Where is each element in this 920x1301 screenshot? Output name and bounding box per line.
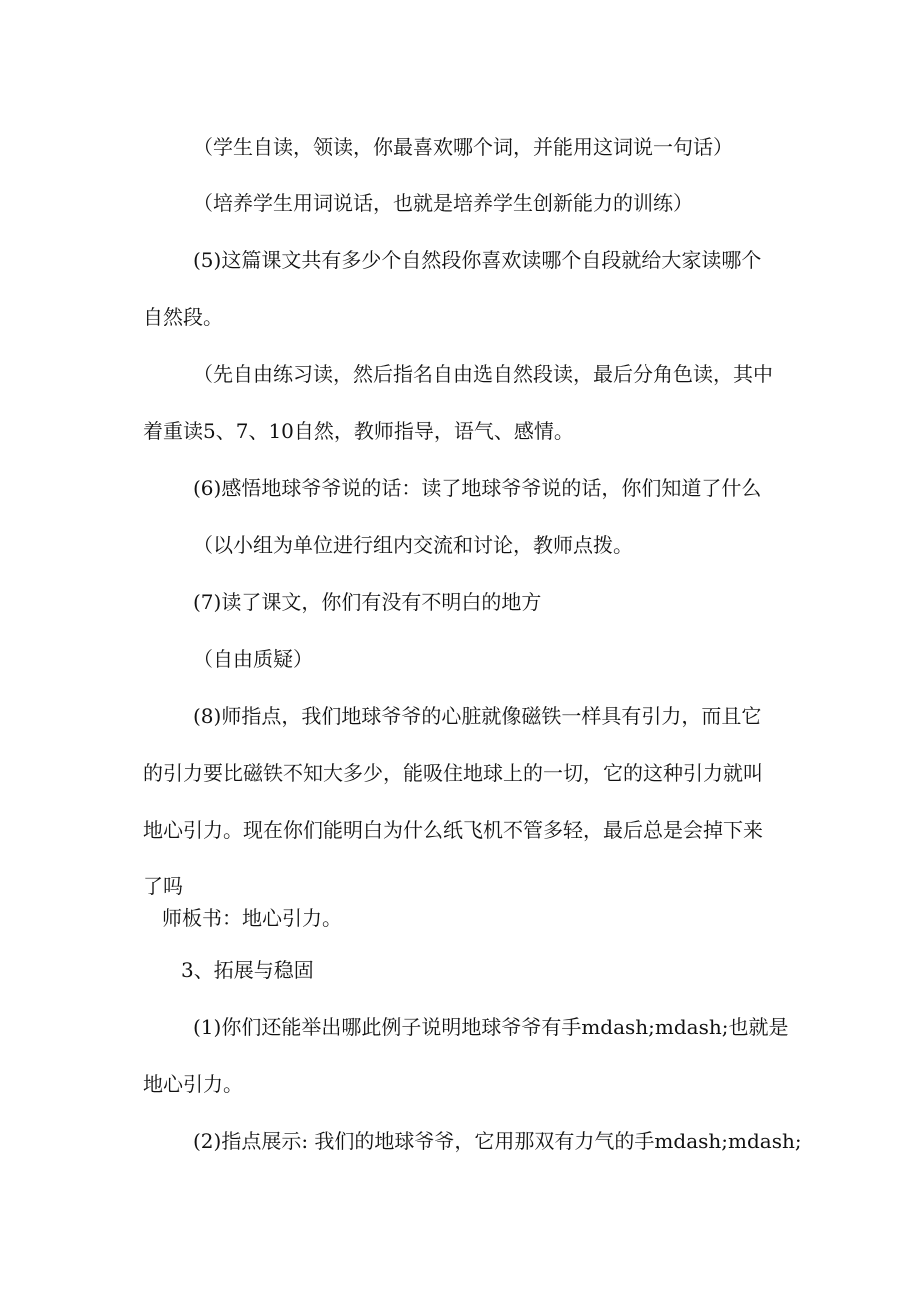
text-line-7: (6)感悟地球爷爷说的话：读了地球爷爷说的话，你们知道了什么 bbox=[193, 476, 762, 500]
text-line-3: (5)这篇课文共有多少个自然段你喜欢读哪个自段就给大家读哪个 bbox=[193, 248, 762, 272]
text-line-19: (2)指点展示: 我们的地球爷爷，它用那双有力气的手mdash;mdash; bbox=[193, 1129, 802, 1153]
text-line-14: 了吗 bbox=[143, 874, 183, 898]
text-line-12: 的引力要比磁铁不知大多少，能吸住地球上的一切，它的这种引力就叫 bbox=[143, 761, 763, 785]
text-line-15: 师板书：地心引力。 bbox=[162, 906, 342, 930]
text-line-10: （自由质疑） bbox=[193, 647, 313, 671]
text-line-2: （培养学生用词说话，也就是培养学生创新能力的训练） bbox=[193, 191, 693, 215]
text-line-16: 3、拓展与稳固 bbox=[181, 958, 314, 982]
text-line-6: 着重读5、7、10自然，教师指导，语气、感情。 bbox=[143, 419, 574, 443]
text-line-4: 自然段。 bbox=[143, 305, 223, 329]
text-line-18: 地心引力。 bbox=[143, 1072, 243, 1096]
text-line-5: （先自由练习读，然后指名自由选自然段读，最后分角色读，其中 bbox=[193, 362, 773, 386]
text-line-1: （学生自读，领读，你最喜欢哪个词，并能用这词说一句话） bbox=[193, 135, 733, 159]
text-line-8: （以小组为单位进行组内交流和讨论，教师点拨。 bbox=[193, 533, 633, 557]
text-line-11: (8)师指点，我们地球爷爷的心脏就像磁铁一样具有引力，而且它 bbox=[193, 704, 762, 728]
text-line-9: (7)读了课文，你们有没有不明白的地方 bbox=[193, 590, 542, 614]
text-line-17: (1)你们还能举出哪此例子说明地球爷爷有手mdash;mdash;也就是 bbox=[193, 1015, 789, 1039]
text-line-13: 地心引力。现在你们能明白为什么纸飞机不管多轻，最后总是会掉下来 bbox=[143, 818, 763, 842]
